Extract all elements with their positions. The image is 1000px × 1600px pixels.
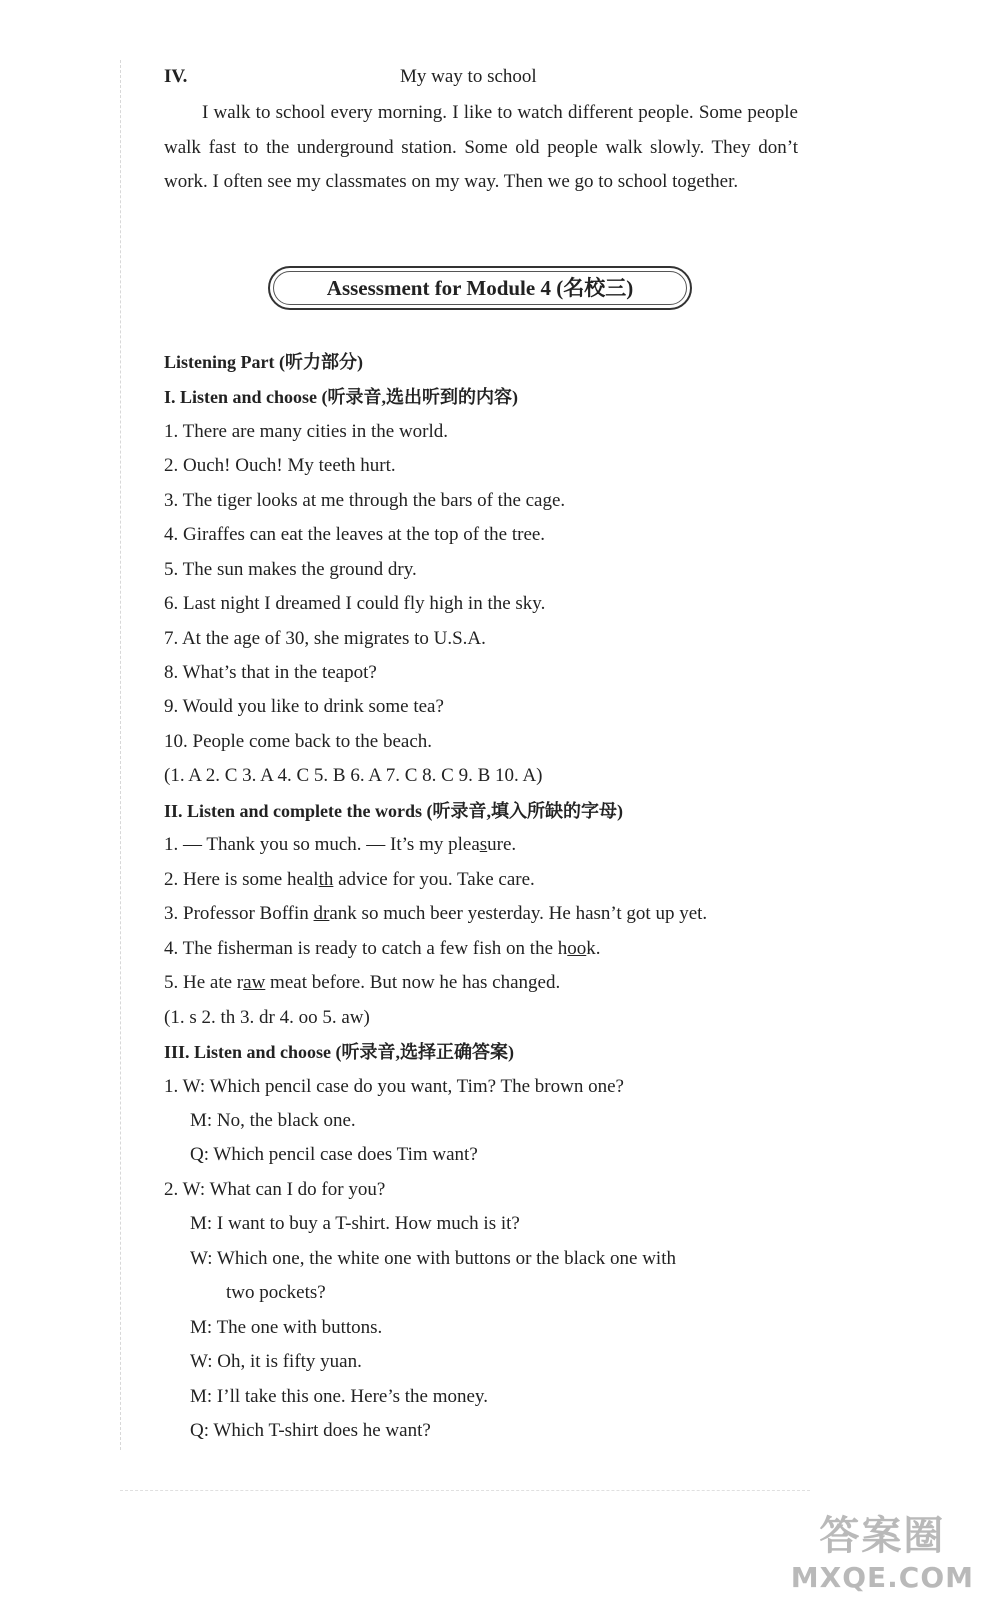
underlined-letters: oo: [567, 938, 587, 959]
dialog-line: M: No, the black one.: [190, 1110, 356, 1131]
list-item: 2. Ouch! Ouch! My teeth hurt.: [164, 455, 396, 476]
dialog-question: Q: Which pencil case does Tim want?: [190, 1144, 478, 1165]
dialog-line: W: Which one, the white one with buttons or the black one with: [190, 1248, 676, 1269]
list-item: 4. Giraffes can eat the leaves at the top of the tree.: [164, 524, 546, 545]
section-3-heading: III. Listen and choose (听录音,选择正确答案): [164, 1042, 515, 1062]
list-item: 3. The tiger looks at me through the bars of the cage.: [164, 490, 566, 511]
list-item: 1. — Thank you so much. — It’s my pleasure.: [164, 834, 517, 855]
page-margin-line: [120, 60, 121, 1450]
section-1-answers: (1. A 2. C 3. A 4. C 5. B 6. A 7. C 8. C 9. B 10. A): [164, 765, 543, 786]
list-item: 5. The sun makes the ground dry.: [164, 559, 417, 580]
dialog-line: 2. W: What can I do for you?: [164, 1179, 386, 1200]
essay-paragraph: I walk to school every morning. I like to watch different people. Some people walk fast to the underground station. Some old people walk slowly. They don’t work. I often see my classmates on my way. Then we go to school together.: [164, 102, 798, 192]
section-2-heading: II. Listen and complete the words (听录音,填入所缺的字母): [164, 801, 623, 821]
section-1-heading: I. Listen and choose (听录音,选出听到的内容): [164, 387, 519, 407]
list-item: 9. Would you like to drink some tea?: [164, 696, 444, 717]
list-item: 4. The fisherman is ready to catch a few fish on the hook.: [164, 938, 601, 959]
list-item: 3. Professor Boffin drank so much beer yesterday. He hasn’t got up yet.: [164, 903, 708, 924]
dialog-line: two pockets?: [226, 1282, 326, 1303]
underlined-letters: aw: [243, 972, 266, 993]
dialog-line: W: Oh, it is fifty yuan.: [190, 1351, 362, 1372]
list-item: 8. What’s that in the teapot?: [164, 662, 377, 683]
dialog-line: M: The one with buttons.: [190, 1317, 383, 1338]
essay-title: My way to school: [400, 66, 537, 87]
essay-section-label: IV.: [164, 66, 188, 87]
list-item: 10. People come back to the beach.: [164, 731, 433, 752]
dialog-line: 1. W: Which pencil case do you want, Tim? The brown one?: [164, 1076, 624, 1097]
page-bottom-line: [120, 1490, 810, 1491]
dialog-line: M: I’ll take this one. Here’s the money.: [190, 1386, 488, 1407]
list-item: 7. At the age of 30, she migrates to U.S.A.: [164, 628, 486, 649]
watermark-url: MXQE.COM: [790, 1561, 974, 1594]
dialog-question: Q: Which T-shirt does he want?: [190, 1420, 431, 1441]
underlined-letters: s: [479, 834, 488, 855]
list-item: 1. There are many cities in the world.: [164, 421, 449, 442]
underlined-letters: th: [318, 869, 334, 890]
underlined-letters: dr: [313, 903, 330, 924]
watermark-logo: [791, 1504, 974, 1594]
assessment-title: Assessment for Module 4 (名校三): [326, 276, 634, 300]
watermark-text: 答案圈: [819, 1513, 946, 1559]
list-item: 6. Last night I dreamed I could fly high in the sky.: [164, 593, 546, 614]
dialog-line: M: I want to buy a T-shirt. How much is it?: [190, 1213, 520, 1234]
list-item: 2. Here is some health advice for you. Take care.: [164, 869, 535, 890]
section-2-answers: (1. s 2. th 3. dr 4. oo 5. aw): [164, 1007, 370, 1028]
list-item: 5. He ate raw meat before. But now he has changed.: [164, 972, 561, 993]
listening-part-heading: Listening Part (听力部分): [164, 352, 363, 372]
